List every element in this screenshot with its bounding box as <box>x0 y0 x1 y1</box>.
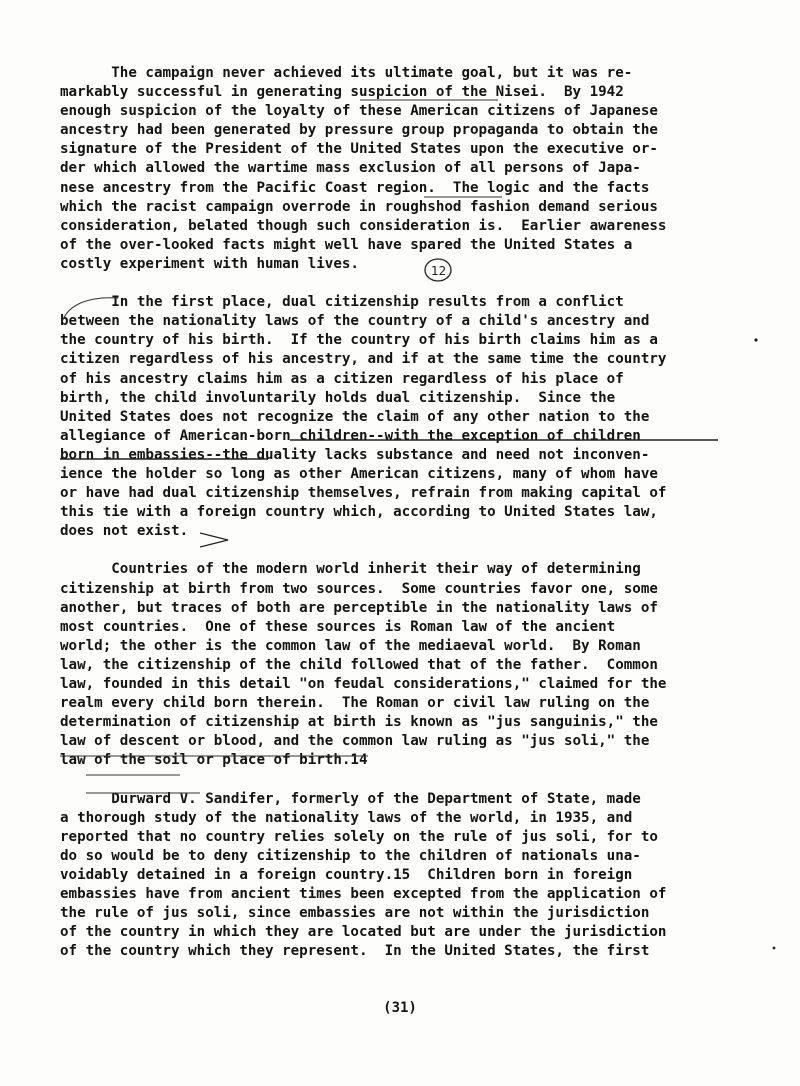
stray-mark <box>773 947 776 950</box>
text-line: The campaign never achieved its ultimate goal, but it was re- <box>60 65 633 81</box>
text-line: which the racist campaign overrode in roughshod fashion demand serious <box>60 198 658 215</box>
text-line: ancestry had been generated by pressure group propaganda to obtain the <box>60 122 658 139</box>
paragraph <box>60 790 760 962</box>
text-line: citizen regardless of his ancestry, and if at the same time the country <box>60 351 667 368</box>
paragraph-gap <box>60 541 760 560</box>
text-line: embassies have from ancient times been excepted from the application of <box>60 886 667 903</box>
margin-note-text: 12 <box>431 264 447 278</box>
text-line: law of descent or blood, and the common law ruling as "jus soli," the <box>60 733 650 750</box>
paragraph-gap <box>60 274 760 293</box>
text-line: consideration, belated though such consideration is. Earlier awareness <box>60 217 667 234</box>
text-line: do so would be to deny citizenship to the children of nationals una- <box>60 847 641 864</box>
text-line: the country of his birth. If the country of his birth claims him as a <box>60 332 658 349</box>
paragraph <box>60 293 760 541</box>
page-number: (31) <box>383 1000 417 1016</box>
text-line: Countries of the modern world inherit their way of determining <box>60 561 641 578</box>
text-line: United States does not recognize the claim of any other nation to the <box>60 408 650 425</box>
text-line: law, the citizenship of the child followed that of the father. Common <box>60 656 658 673</box>
text-line: the rule of jus soli, since embassies are not within the jurisdiction <box>60 905 650 922</box>
body-text <box>60 64 760 961</box>
text-line: another, but traces of both are perceptible in the nationality laws of <box>60 599 658 616</box>
text-line: law of the soil or place of birth.14 <box>60 752 368 769</box>
text-line: der which allowed the wartime mass exclusion of all persons of Japa- <box>60 160 641 177</box>
text-line: markably successful in generating suspicion of the Nisei. By 1942 <box>60 84 624 101</box>
text-line: Durward V. Sandifer, formerly of the Department of State, made <box>60 790 641 807</box>
text-line: realm every child born therein. The Roman or civil law ruling on the <box>60 695 650 712</box>
text-line: voidably detained in a foreign country.15 Children born in foreign <box>60 866 633 883</box>
text-line: of the country in which they are located but are under the jurisdiction <box>60 924 667 941</box>
text-line: enough suspicion of the loyalty of these American citizens of Japanese <box>60 103 658 120</box>
text-line: allegiance of American-born children--with the exception of children <box>60 427 641 444</box>
text-line: reported that no country relies solely on the rule of jus soli, for to <box>60 828 658 845</box>
paragraph-gap <box>60 770 760 789</box>
text-line: born in embassies--the duality lacks substance and need not inconven- <box>60 446 650 463</box>
text-line: between the nationality laws of the country of a child's ancestry and <box>60 313 650 330</box>
paragraph <box>60 560 760 770</box>
text-line: world; the other is the common law of the mediaeval world. By Roman <box>60 637 641 654</box>
paragraph <box>60 64 760 274</box>
text-line: nese ancestry from the Pacific Coast region. The logic and the facts <box>60 179 650 196</box>
text-line: signature of the President of the United States upon the executive or- <box>60 141 658 158</box>
text-line: does not exist. <box>60 523 189 540</box>
text-line: determination of citizenship at birth is known as "jus sanguinis," the <box>60 714 658 731</box>
text-line: In the first place, dual citizenship results from a conflict <box>60 294 624 311</box>
text-line: of his ancestry claims him as a citizen regardless of his place of <box>60 370 624 387</box>
text-line: of the over-looked facts might well have spared the United States a <box>60 236 633 253</box>
text-line: a thorough study of the nationality laws of the world, in 1935, and <box>60 809 633 826</box>
text-line: or have had dual citizenship themselves, refrain from making capital of <box>60 485 667 502</box>
text-line: ience the holder so long as other American citizens, many of whom have <box>60 465 658 482</box>
text-line: of the country which they represent. In the United States, the first <box>60 943 650 960</box>
text-line: this tie with a foreign country which, according to United States law, <box>60 504 658 521</box>
text-line: most countries. One of these sources is Roman law of the ancient <box>60 618 616 635</box>
text-line: citizenship at birth from two sources. Some countries favor one, some <box>60 580 658 597</box>
text-line: costly experiment with human lives. <box>60 255 359 272</box>
text-line: birth, the child involuntarily holds dual citizenship. Since the <box>60 389 616 406</box>
text-line: law, founded in this detail "on feudal considerations," claimed for the <box>60 676 667 692</box>
